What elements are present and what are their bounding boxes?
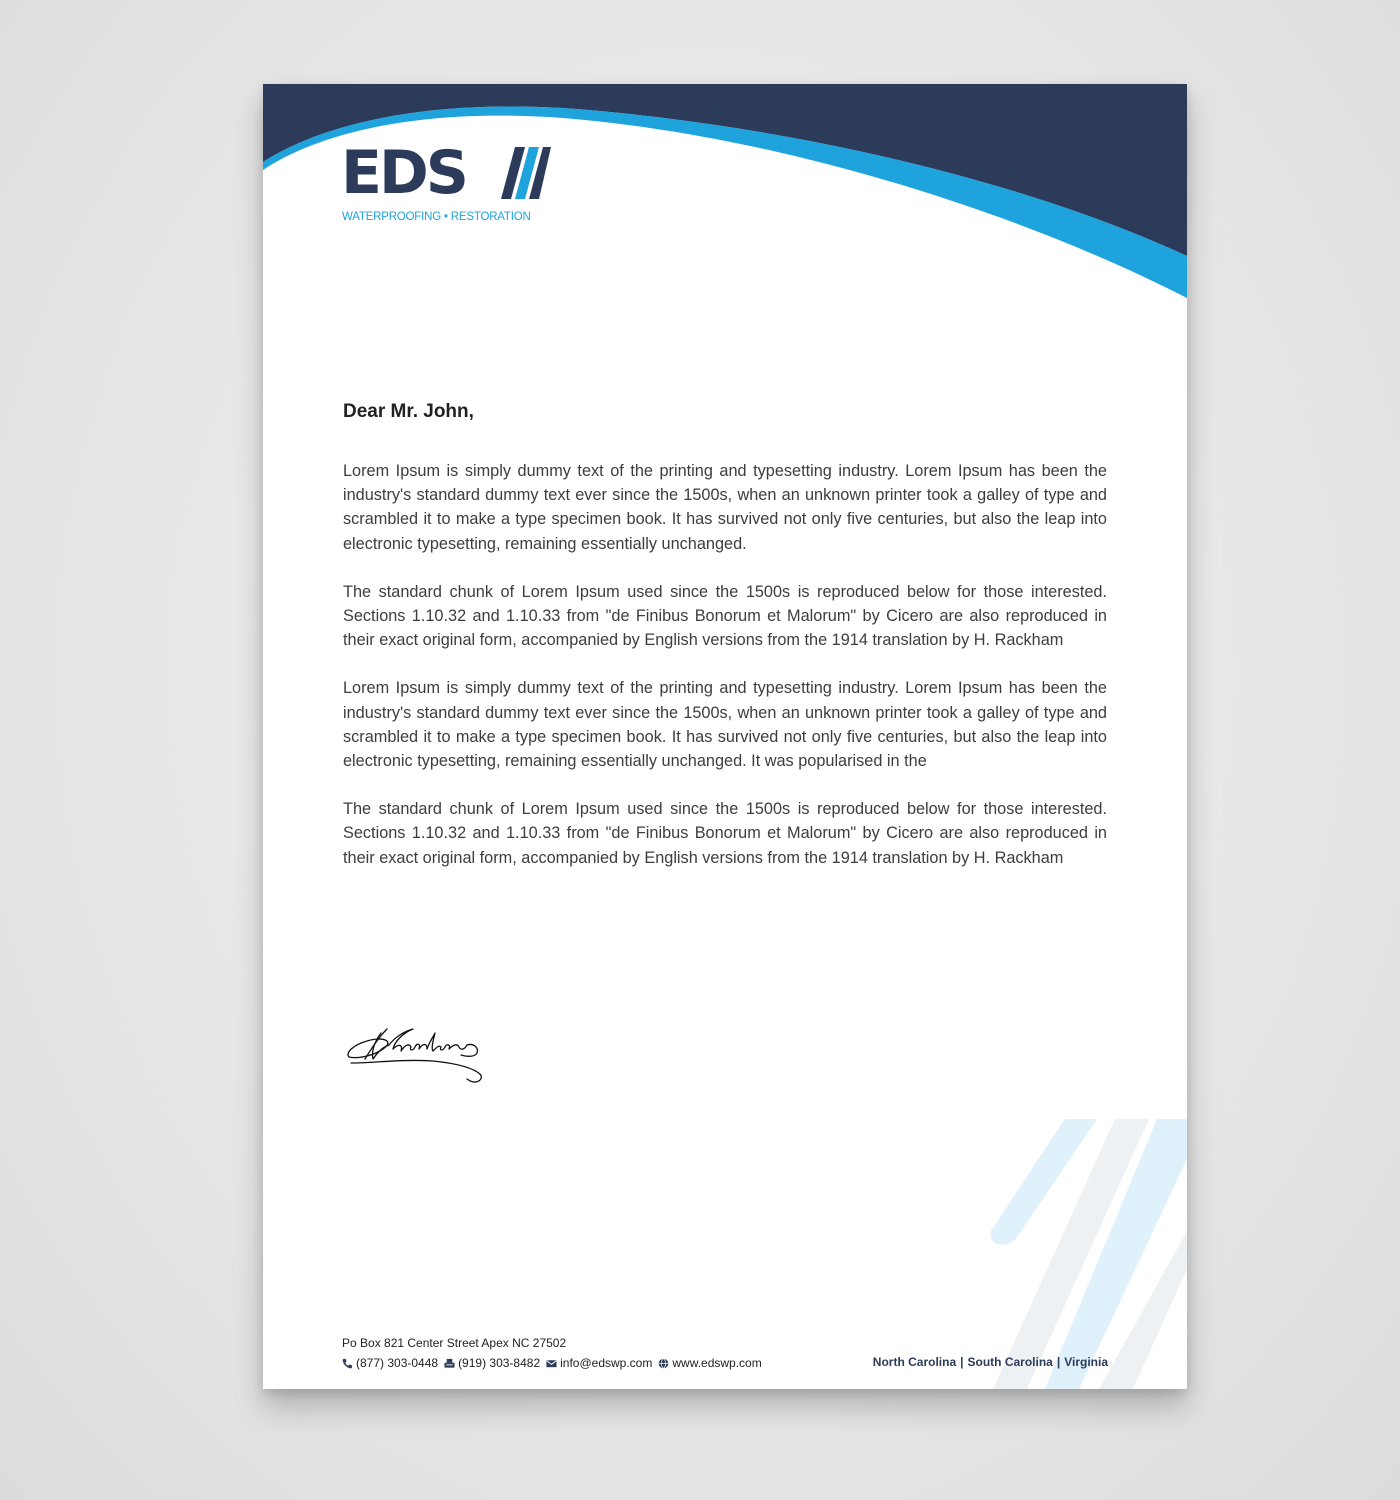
- body-paragraph-3: Lorem Ipsum is simply dummy text of the printing and typesetting industry. Lorem Ipsum has been the industry's standard dummy text ever since the 1500s, when an unknown printer took a galley of type and scrambled it to make a type specimen book. It has survived not only five centuries, but also the leap into electronic typesetting, remaining essentially unchanged. It was popularised in the: [343, 679, 1107, 771]
- email-address: info@edswp.com: [560, 1356, 653, 1370]
- region-virginia: Virginia: [1064, 1355, 1108, 1369]
- logo-tagline: WATERPROOFING • RESTORATION: [342, 211, 531, 223]
- body-paragraph-4: The standard chunk of Lorem Ipsum used since the 1500s is reproduced below for those interested. Sections 1.10.32 and 1.10.33 from "de Finibus Bonorum et Malorum" by Cicero are also reproduced in their exact original form, accompanied by English versions from the 1914 translation by H. Rackham: [343, 800, 1107, 867]
- region-separator: |: [1056, 1355, 1061, 1369]
- logo-slashes-icon: [501, 147, 551, 199]
- globe-icon: [658, 1358, 669, 1369]
- signature: [343, 1019, 493, 1089]
- body-paragraph-1: Lorem Ipsum is simply dummy text of the printing and typesetting industry. Lorem Ipsum has been the industry's standard dummy text ever since the 1500s, when an unknown printer took a galley of type and scrambled it to make a type specimen book. It has survived not only five centuries, but also the leap into electronic typesetting, remaining essentially unchanged.: [343, 462, 1107, 553]
- region-south-carolina: South Carolina: [967, 1355, 1053, 1369]
- service-regions: [873, 1355, 1108, 1369]
- company-logo: [341, 138, 561, 232]
- fax-icon: [444, 1358, 455, 1369]
- region-north-carolina: North Carolina: [872, 1355, 957, 1369]
- email-icon: [546, 1358, 557, 1369]
- fax-number: (919) 303-8482: [458, 1356, 541, 1370]
- letterhead-page: [263, 84, 1187, 1389]
- website-item[interactable]: [658, 1356, 761, 1370]
- fax-item[interactable]: [444, 1356, 540, 1370]
- footer: [342, 1336, 1108, 1376]
- footer-address: Po Box 821 Center Street Apex NC 27502: [342, 1336, 567, 1350]
- body-paragraph-2: The standard chunk of Lorem Ipsum used since the 1500s is reproduced below for those interested. Sections 1.10.32 and 1.10.33 from "de Finibus Bonorum et Malorum" by Cicero are also reproduced in their exact original form, accompanied by English versions from the 1914 translation by H. Rackham: [343, 582, 1107, 650]
- salutation: Dear Mr. John,: [343, 401, 474, 422]
- email-item[interactable]: [546, 1356, 652, 1370]
- phone-icon: [342, 1358, 353, 1369]
- region-separator: |: [960, 1355, 964, 1369]
- website-url: www.edswp.com: [672, 1356, 762, 1370]
- phone-number: (877) 303-0448: [356, 1356, 439, 1370]
- phone-item[interactable]: [342, 1356, 438, 1370]
- letter-body: [343, 401, 1107, 894]
- logo-wordmark: EDS: [341, 138, 467, 208]
